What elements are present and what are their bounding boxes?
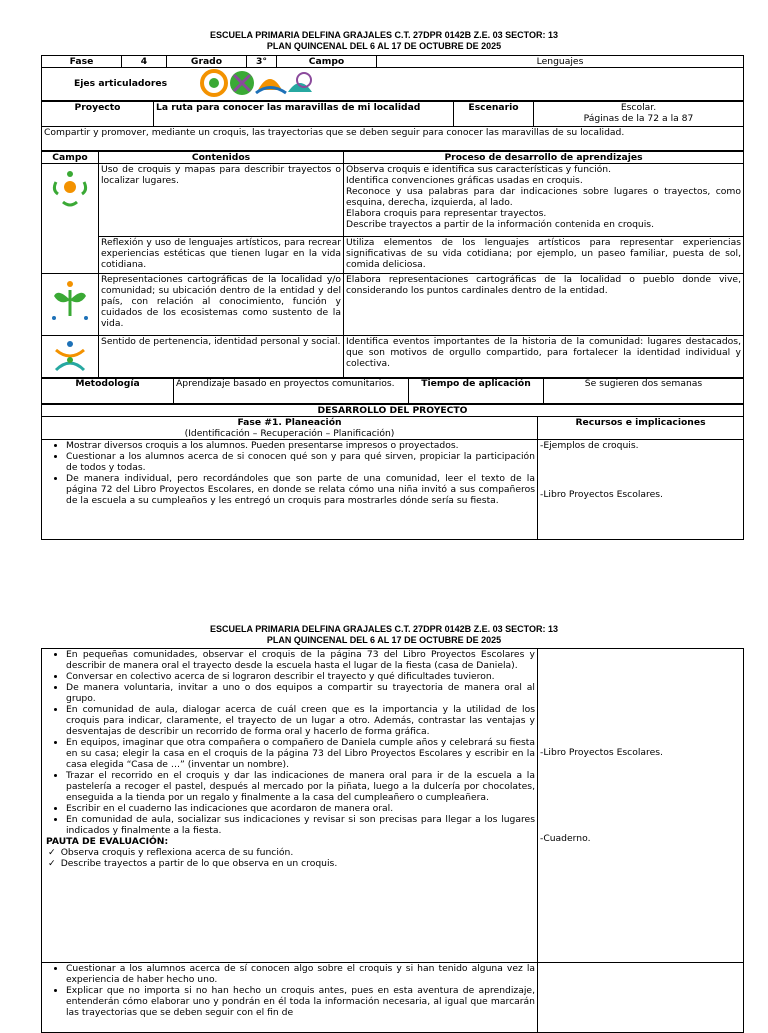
activity-item: • Conversar en colectivo acerca de si lograron describir el trayecto y qué dificultades tuvieron. [66,671,535,682]
recurso-item: -Libro Proyectos Escolares. [540,747,663,758]
recurso-item: -Cuaderno. [540,833,591,844]
page-2-header [0,624,768,646]
activity-item: • De manera individual, pero recordándoles que son parte de una comunidad, leer el texto de la página 72 del Libro Proyectos Escolares, en donde se relata cómo una niña invitó a sus compañeros de la escuela a su cumpleaños y les entregó un croquis para mostrarles dónde sería su fiesta. [66,473,535,506]
plan-title: PLAN QUINCENAL DEL 6 AL 17 DE OCTUBRE DE 2025 [266,635,502,645]
ejes-icons [200,68,320,98]
metodologia-label: Metodología [42,378,174,404]
contenidos-header: Contenidos [99,152,344,164]
metodologia-value: Aprendizaje basado en proyectos comunitarios. [174,378,409,404]
proceso-1-line: Reconoce y usa palabras para dar indicaciones sobre lugares o trayectos, como esquina, derecha, izquierda, al lado. [346,186,741,208]
campo-etica-cell [42,336,99,379]
page-header [0,30,768,52]
contenido-3: Representaciones cartográficas de la localidad y/o comunidad; su ubicación dentro de la entidad y del país, con relación al conocimiento, función y cuidados de los ecosistemas como sustento de la vida. [99,274,344,336]
activity-item: • En comunidad de aula, dialogar acerca de cuál creen que es la importancia y la utilidad de los croquis para indicar, claramente, el trayecto de un lugar a otro. Además, contrastar las ventajas y desventajas de describir un recorrido de forma oral y hacerlo de forma gráfica. [66,704,535,737]
escenario-value: Escolar. [620,102,657,113]
recurso-item: -Libro Proyectos Escolares. [540,489,663,500]
page-2-recursos [538,649,744,963]
content-table [41,151,744,379]
proceso-header: Proceso de desarrollo de aprendizajes [344,152,744,164]
activity-item: • En comunidad de aula, socializar sus indicaciones y revisar si son precisas para llegar a los lugares indicados y finalmente a la fiesta. [66,814,535,836]
school-title: ESCUELA PRIMARIA DELFINA GRAJALES C.T. 27DPR 0142B Z.E. 03 SECTOR: 13 [210,30,558,40]
contenido-4: Sentido de pertenencia, identidad personal y social. [99,336,344,379]
ejes-articuladores-icons [200,68,320,98]
proceso-2: Utiliza elementos de los lenguajes artísticos para representar experiencias significativas de su vida cotidiana; por ejemplo, un paseo familiar, puesta de sol, comida deliciosa. [344,237,744,274]
fase-activities [42,440,538,540]
escenario-label: Escenario [454,102,534,127]
activity-item: • Trazar el recorrido en el croquis y dar las indicaciones de manera oral para ir de la escuela a la pastelería a recoger el pastel, después al mercado por la piñata, luego a la dulcería por chocolates, enseguida a la tienda por un regalo y finalmente a la casa del cumpleañero o cumpleañera. [66,770,535,803]
contenido-2: Reflexión y uso de lenguajes artísticos, para recrear experiencias estéticas que tienen lugar en la vida cotidiana. [99,237,344,274]
recursos-title: Recursos e implicaciones [538,417,744,440]
escenario-cell [534,102,744,127]
activity-item: • En equipos, imaginar que otra compañera o compañero de Daniela cumple años y celebrará su fiesta en su casa; elegir la casa en el croquis de la página 73 del Libro Proyectos Escolares y escribir en la casa elegida “Casa de …” (inventar un nombre). [66,737,535,770]
desarrollo-table [41,404,744,540]
proceso-1-line: Describe trayectos a partir de la información contenida en croquis. [346,219,654,230]
fase-heading [42,417,538,440]
campo-saberes-cell [42,274,99,336]
purpose-text: Compartir y promover, mediante un croquis, las trayectorias que se deben seguir para conocer las maravillas de su localidad. [42,127,744,151]
metodologia-table [41,377,744,404]
grado-label: Grado [167,56,247,68]
activity-item: • Cuestionar a los alumnos acerca de sí conocen algo sobre el croquis y si han tenido alguna vez la experiencia de haber hecho uno. [66,963,535,985]
fase-label: Fase [42,56,122,68]
pauta-title: PAUTA DE EVALUACIÓN: [46,836,169,847]
activity-item: • Mostrar diversos croquis a los alumnos. Pueden presentarse impresos o proyectados. [66,440,535,451]
proceso-1-line: Elabora croquis para representar trayectos. [346,208,547,219]
saberes-icon [50,278,90,322]
page-2-activities-2 [42,963,538,1033]
campo-header: Campo [42,152,99,164]
activity-item: • Cuestionar a los alumnos acerca de si conocen qué son y para qué sirven, propiciar la participación de todos y todas. [66,451,535,473]
activity-item: • Escribir en el cuaderno las indicaciones que acordaron de manera oral. [66,803,535,814]
page-2-recursos-2 [538,963,744,1033]
tiempo-value: Se sugieren dos semanas [544,378,744,404]
school-title: ESCUELA PRIMARIA DELFINA GRAJALES C.T. 27DPR 0142B Z.E. 03 SECTOR: 13 [210,624,558,634]
campo-value: Lenguajes [377,56,744,68]
info-table [41,55,744,101]
recursos-cell [538,440,744,540]
plan-title: PLAN QUINCENAL DEL 6 AL 17 DE OCTUBRE DE 2025 [266,41,502,51]
lenguajes-icon [50,168,90,208]
project-table [41,101,744,151]
page-2-table [41,648,744,1033]
fase-subtitle: (Identificación – Recuperación – Planificación) [184,428,395,439]
proceso-3: Elabora representaciones cartográficas de la localidad o pueblo donde vive, considerando los puntos cardinales dentro de la entidad. [344,274,744,336]
pauta-item: ✓ Observa croquis y reflexiona acerca de su función. [48,847,535,858]
proceso-1-line: Identifica convenciones gráficas usadas en croquis. [346,175,583,186]
fase-value: 4 [122,56,167,68]
activity-item: • De manera voluntaria, invitar a uno o dos equipos a compartir su trayectoria de manera oral al grupo. [66,682,535,704]
pauta-item: ✓ Describe trayectos a partir de lo que observa en un croquis. [48,858,535,869]
ejes-label: Ejes articuladores [74,77,168,89]
etica-icon [50,340,90,374]
campo-label: Campo [277,56,377,68]
proceso-4: Identifica eventos importantes de la historia de la comunidad: lugares destacados, que son motivos de orgullo compartido, para fortalecer la identidad individual y colectiva. [344,336,744,379]
proceso-1 [344,164,744,237]
contenido-1: Uso de croquis y mapas para describir trayectos o localizar lugares. [99,164,344,237]
page-2-activities [42,649,538,963]
proceso-1-line: Observa croquis e identifica sus características y función. [346,164,611,175]
proyecto-label: Proyecto [42,102,154,127]
desarrollo-title: DESARROLLO DEL PROYECTO [42,405,744,417]
activity-item: • En pequeñas comunidades, observar el croquis de la página 73 del Libro Proyectos Escolares y describir de manera oral el trayecto desde la escuela hasta el lugar de la fiesta (casa de Daniela). [66,649,535,671]
activity-item: • Explicar que no importa si no han hecho un croquis antes, pues en esta aventura de aprendizaje, entenderán cómo elaborar uno y pondrán en él toda la información necesaria, al igual que marcarán las trayectorias que se deben seguir con el fin de [66,985,535,1018]
tiempo-label: Tiempo de aplicación [409,378,544,404]
grado-value: 3° [247,56,277,68]
fase-title: Fase #1. Planeación [237,417,342,428]
proyecto-value: La ruta para conocer las maravillas de mi localidad [154,102,454,127]
campo-lenguajes-cell [42,164,99,274]
recurso-item: -Ejemplos de croquis. [540,440,639,451]
paginas-value: Páginas de la 72 a la 87 [583,113,694,124]
ejes-row [42,68,744,101]
